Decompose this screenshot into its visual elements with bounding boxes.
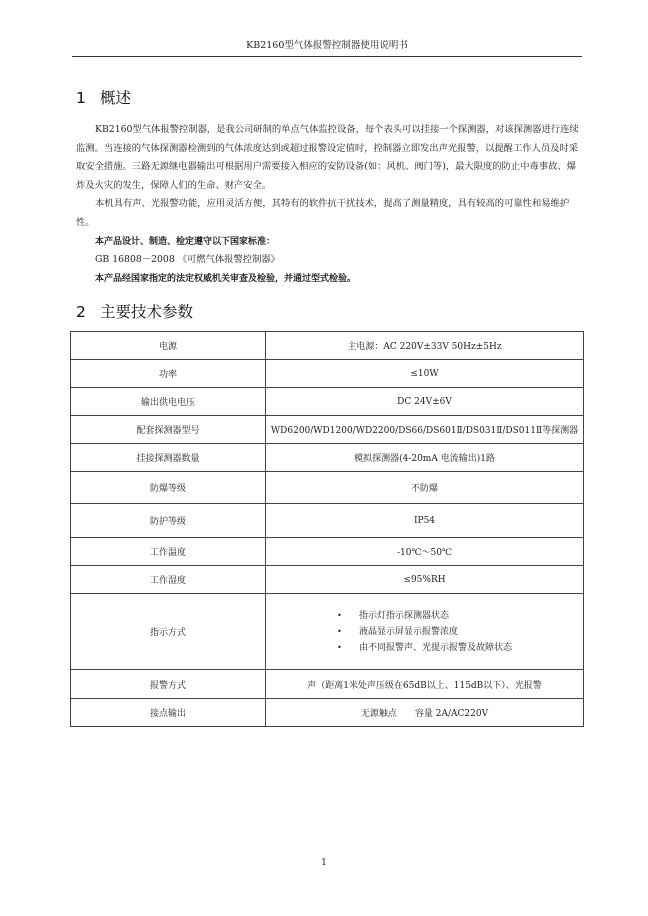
row-value: WD6200/WD1200/WD2200/DS66/DS601Ⅱ/DS031Ⅱ/DS011Ⅱ等探测器 (266, 416, 584, 444)
row-label: 指示方式 (71, 594, 266, 670)
bullet-icon: • (336, 626, 342, 636)
table-row (71, 332, 584, 360)
row-value: 声（距离1米处声压级在65dB以上、115dB以下）、光报警 (266, 670, 584, 699)
page-number: 1 (321, 858, 327, 868)
list-item (337, 624, 512, 640)
section-2-heading (76, 300, 193, 322)
table-row (71, 444, 584, 472)
row-label: 防爆等级 (71, 472, 266, 504)
list-item (337, 640, 512, 656)
list-item (337, 608, 512, 624)
list-item-text: 液晶显示屏显示报警浓度 (358, 626, 458, 637)
row-value: DC 24V±6V (266, 388, 584, 416)
row-value: 模拟探测器(4-20mA 电流输出)1路 (266, 444, 584, 472)
indicator-list (337, 608, 512, 656)
table-row (71, 670, 584, 699)
section-1-title: 概述 (100, 89, 132, 107)
section-1-number: 1 (76, 89, 86, 107)
row-value: 不防爆 (266, 472, 584, 504)
row-value: IP54 (266, 504, 584, 538)
table-row (71, 699, 584, 727)
row-label: 工作湿度 (71, 566, 266, 594)
table-row (71, 388, 584, 416)
row-label: 接点输出 (71, 699, 266, 727)
list-item-text: 由不同报警声、光提示报警及故障状态 (358, 642, 512, 653)
table-row (71, 504, 584, 538)
spec-table (70, 331, 584, 727)
section-2-title: 主要技术参数 (100, 303, 194, 321)
row-value: ≤95%RH (266, 566, 584, 594)
table-row (71, 416, 584, 444)
row-label: 输出供电电压 (71, 388, 266, 416)
table-row (71, 538, 584, 566)
row-label: 挂接探测器数量 (71, 444, 266, 472)
row-value: ≤10W (266, 360, 584, 388)
running-header: KB2160型气体报警控制器使用说明书 (72, 36, 582, 57)
table-row (71, 360, 584, 388)
table-row (71, 472, 584, 504)
bullet-icon: • (336, 642, 342, 652)
row-label: 报警方式 (71, 670, 266, 699)
row-label: 电源 (71, 332, 266, 360)
row-value: 主电源：AC 220V±33V 50Hz±5Hz (266, 332, 584, 360)
bullet-icon: • (336, 610, 342, 620)
overview-paragraph-2: 本机具有声、光报警功能，应用灵活方便，其特有的软件抗干扰技术，提高了测量精度，具有较高的可靠性和易维护性。 (76, 198, 570, 228)
list-item-text: 指示灯指示探测器状态 (358, 610, 449, 621)
table-row (71, 594, 584, 670)
row-label: 防护等级 (71, 504, 266, 538)
standard-reference: GB 16808－2008 《可燃气体报警控制器》 (95, 254, 280, 266)
row-label: 工作温度 (71, 538, 266, 566)
table-row (71, 566, 584, 594)
certification-statement: 本产品经国家指定的法定权威机关审查及检验，并通过型式检验。 (95, 273, 357, 284)
section-2-number: 2 (76, 303, 86, 321)
row-value: 无源触点 容量 2A/AC220V (266, 699, 584, 727)
row-label: 功率 (71, 360, 266, 388)
section-1-body (76, 121, 582, 288)
row-value: -10℃～50℃ (266, 538, 584, 566)
overview-paragraph-1: KB2160型气体报警控制器，是我公司研制的单点气体监控设备，每个表头可以挂接一个探测器，对该探测器进行连续监测。当连接的气体探测器检测到的气体浓度达到或超过报警设定值时，控制器立即发出声光报警，以提醒工作人员及时采取安全措施。三路无源继电器输出可根据用户需要接入相应的安防设备(如：风机、阀门等)，最大限度的防止中毒事故、爆炸及火灾的发生，保障人们的生命、财产安全。 (76, 124, 579, 191)
section-1-heading (76, 86, 131, 108)
row-value (266, 594, 584, 670)
row-label: 配套探测器型号 (71, 416, 266, 444)
standards-heading: 本产品设计、制造、检定遵守以下国家标准： (95, 236, 276, 247)
